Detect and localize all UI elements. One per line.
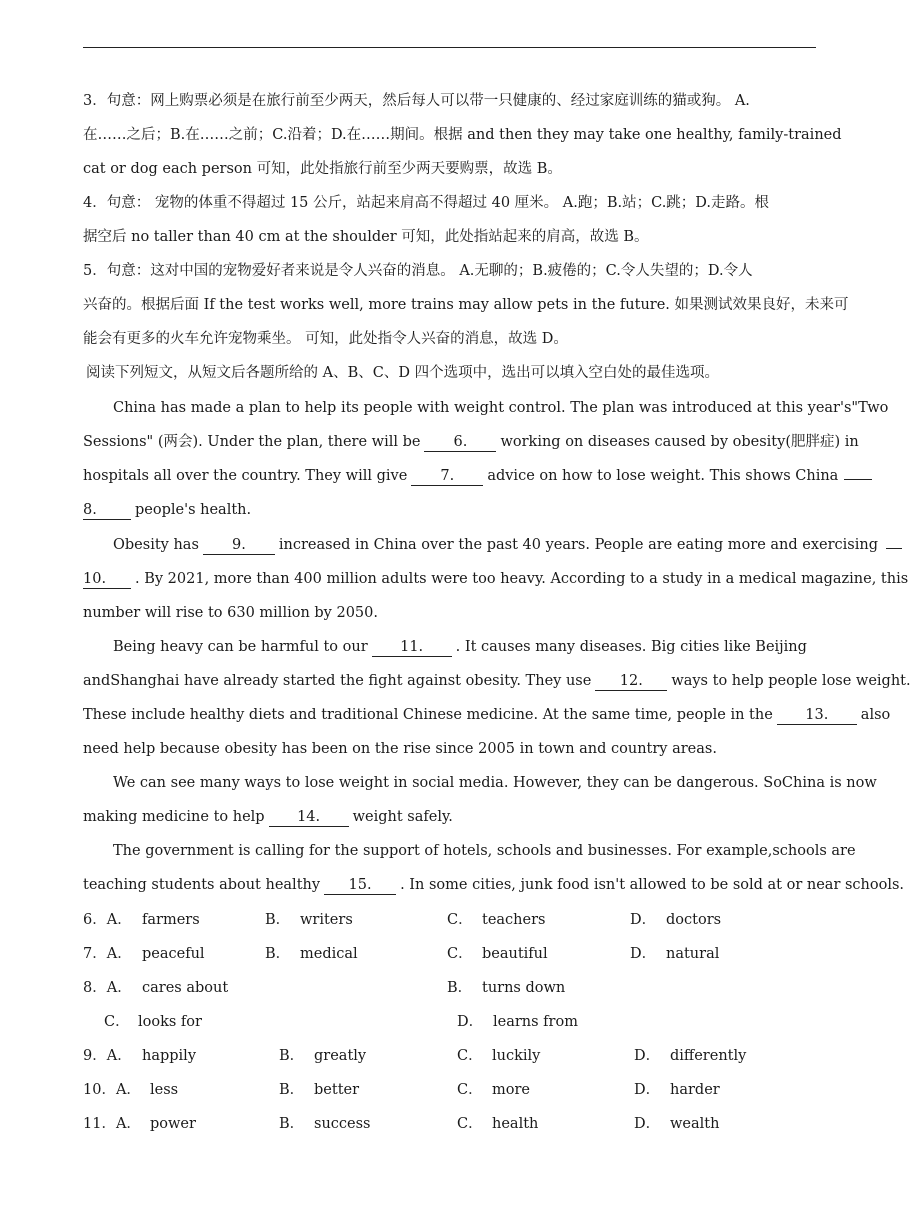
option-number: 10．A．	[83, 1082, 141, 1098]
option-a[interactable]: cares about	[142, 980, 229, 996]
option-d[interactable]: natural	[666, 946, 720, 962]
explanation-q4-line1: 4．句意： 宠物的体重不得超过 15 公斤，站起来肩高不得超过 40 厘米。 A.跑；B.站；C.跳；D.走路。根	[83, 195, 770, 211]
option-c[interactable]: more	[492, 1082, 530, 1098]
option-b[interactable]: turns down	[482, 980, 566, 996]
header-rule	[83, 47, 816, 48]
passage-p3-line3	[83, 705, 890, 725]
option-a[interactable]: peaceful	[142, 946, 205, 962]
option-b[interactable]: medical	[300, 946, 358, 962]
option-number: 7．A．	[83, 946, 132, 962]
option-c[interactable]: health	[492, 1116, 539, 1132]
passage-text: These include healthy diets and traditional Chinese medicine. At the same time, people in the	[83, 707, 773, 723]
option-d[interactable]: wealth	[670, 1116, 720, 1132]
passage-p3-line4: need help because obesity has been on the rise since 2005 in town and country areas.	[83, 741, 717, 757]
passage-p1-line3	[83, 466, 876, 486]
option-c[interactable]: teachers	[482, 912, 546, 928]
blank-11: 11.	[372, 638, 452, 657]
option-number: 9．A．	[83, 1048, 132, 1064]
option-d-label: D．	[634, 1116, 661, 1132]
passage-p2-line3: number will rise to 630 million by 2050.	[83, 605, 378, 621]
option-d-label: D．	[630, 946, 657, 962]
option-d-label: D．	[634, 1048, 661, 1064]
option-c-label: C．	[104, 1014, 130, 1030]
blank-8: 8.	[83, 501, 131, 520]
passage-text: working on diseases caused by obesity(肥胖症) in	[500, 434, 859, 450]
option-d[interactable]: harder	[670, 1082, 720, 1098]
option-d[interactable]: differently	[670, 1048, 747, 1064]
option-d-label: D．	[634, 1082, 661, 1098]
explanation-q5-line1: 5．句意：这对中国的宠物爱好者来说是令人兴奋的消息。 A.无聊的；B.疲倦的；C.令人失望的；D.令人	[83, 263, 753, 279]
passage-p4-line2	[83, 807, 453, 827]
blank-12: 12.	[595, 672, 667, 691]
passage-text: Being heavy can be harmful to our	[113, 639, 368, 655]
blank-14: 14.	[269, 808, 349, 827]
option-b-label: B．	[265, 912, 291, 928]
option-a[interactable]: happily	[142, 1048, 197, 1064]
option-a[interactable]: less	[150, 1082, 179, 1098]
passage-text: people's health.	[135, 502, 252, 518]
passage-p1-line2	[83, 432, 859, 452]
option-b[interactable]: writers	[300, 912, 353, 928]
option-c[interactable]: looks for	[138, 1014, 202, 1030]
explanation-q4-line2: 据空后 no taller than 40 cm at the shoulder 可知，此处指站起来的肩高，故选 B。	[83, 229, 649, 245]
passage-text: . It causes many diseases. Big cities like Beijing	[455, 639, 807, 655]
passage-text: . By 2021, more than 400 million adults were too heavy. According to a study in a medical magazine, this	[135, 571, 909, 587]
passage-text: making medicine to help	[83, 809, 265, 825]
blank-10-lead	[886, 548, 902, 549]
option-b-label: B．	[279, 1082, 305, 1098]
blank-13: 13.	[777, 706, 857, 725]
passage-text: increased in China over the past 40 years. People are eating more and exercising	[278, 537, 878, 553]
option-c-label: C．	[457, 1082, 483, 1098]
passage-p4-line1: We can see many ways to lose weight in social media. However, they can be dangerous. SoChina is now	[113, 775, 877, 791]
option-number: 11．A．	[83, 1116, 141, 1132]
passage-p5-line2	[83, 875, 904, 895]
passage-text: andShanghai have already started the fight against obesity. They use	[83, 673, 592, 689]
option-b-label: B．	[447, 980, 473, 996]
passage-p5-line1: The government is calling for the support of hotels, schools and businesses. For example,schools are	[113, 843, 856, 859]
passage-text: ways to help people lose weight.	[671, 673, 911, 689]
option-d-label: D．	[457, 1014, 484, 1030]
passage-text: Obesity has	[113, 537, 199, 553]
passage-text: weight safely.	[352, 809, 453, 825]
explanation-q5-line2: 兴奋的。根据后面 If the test works well, more trains may allow pets in the future. 如果测试效果良好，未来可	[83, 297, 849, 313]
option-c[interactable]: beautiful	[482, 946, 548, 962]
explanation-q5-line3: 能会有更多的火车允许宠物乘坐。 可知，此处指令人兴奋的消息，故选 D。	[83, 331, 568, 347]
option-c-label: C．	[457, 1116, 483, 1132]
passage-text: . In some cities, junk food isn't allowed to be sold at or near schools.	[400, 877, 905, 893]
option-d[interactable]: doctors	[666, 912, 722, 928]
passage-text: advice on how to lose weight. This shows China	[487, 468, 839, 484]
option-b-label: B．	[279, 1048, 305, 1064]
passage-p1-line4	[83, 500, 251, 520]
option-c[interactable]: luckily	[492, 1048, 541, 1064]
option-b[interactable]: better	[314, 1082, 360, 1098]
option-number: 8．A．	[83, 980, 132, 996]
option-d[interactable]: learns from	[493, 1014, 578, 1030]
passage-text: also	[860, 707, 891, 723]
option-b[interactable]: success	[314, 1116, 371, 1132]
option-b-label: B．	[265, 946, 291, 962]
passage-p2-line2	[83, 569, 908, 589]
option-c-label: C．	[447, 946, 473, 962]
explanation-q3-line3: cat or dog each person 可知，此处指旅行前至少两天要购票，故选 B。	[83, 161, 562, 177]
explanation-q3-line1: 3．句意：网上购票必须是在旅行前至少两天，然后每人可以带一只健康的、经过家庭训练的猫或狗。 A.	[83, 93, 750, 109]
reading-instruction: 阅读下列短文，从短文后各题所给的 A、B、C、D 四个选项中，选出可以填入空白处的最佳选项。	[86, 365, 720, 381]
option-c-label: C．	[447, 912, 473, 928]
passage-text: Sessions" (两会). Under the plan, there will be	[83, 434, 421, 450]
option-number: 6．A．	[83, 912, 132, 928]
option-b-label: B．	[279, 1116, 305, 1132]
option-a[interactable]: farmers	[142, 912, 200, 928]
passage-p2-line1	[113, 535, 906, 555]
option-a[interactable]: power	[150, 1116, 196, 1132]
passage-p3-line2	[83, 671, 911, 691]
passage-text: hospitals all over the country. They will give	[83, 468, 408, 484]
blank-10: 10.	[83, 570, 131, 589]
explanation-q3-line2: 在……之后；B.在……之前；C.沿着；D.在……期间。根据 and then they may take one healthy, family-trained	[83, 127, 842, 143]
passage-p1-line1: China has made a plan to help its people with weight control. The plan was introduced at this year's"Two	[113, 400, 889, 416]
blank-6: 6.	[424, 433, 496, 452]
option-d-label: D．	[630, 912, 657, 928]
blank-7: 7.	[411, 467, 483, 486]
option-c-label: C．	[457, 1048, 483, 1064]
blank-15: 15.	[324, 876, 396, 895]
passage-p3-line1	[113, 637, 807, 657]
option-b[interactable]: greatly	[314, 1048, 367, 1064]
blank-8-lead	[844, 479, 872, 480]
blank-9: 9.	[203, 536, 275, 555]
passage-text: teaching students about healthy	[83, 877, 321, 893]
